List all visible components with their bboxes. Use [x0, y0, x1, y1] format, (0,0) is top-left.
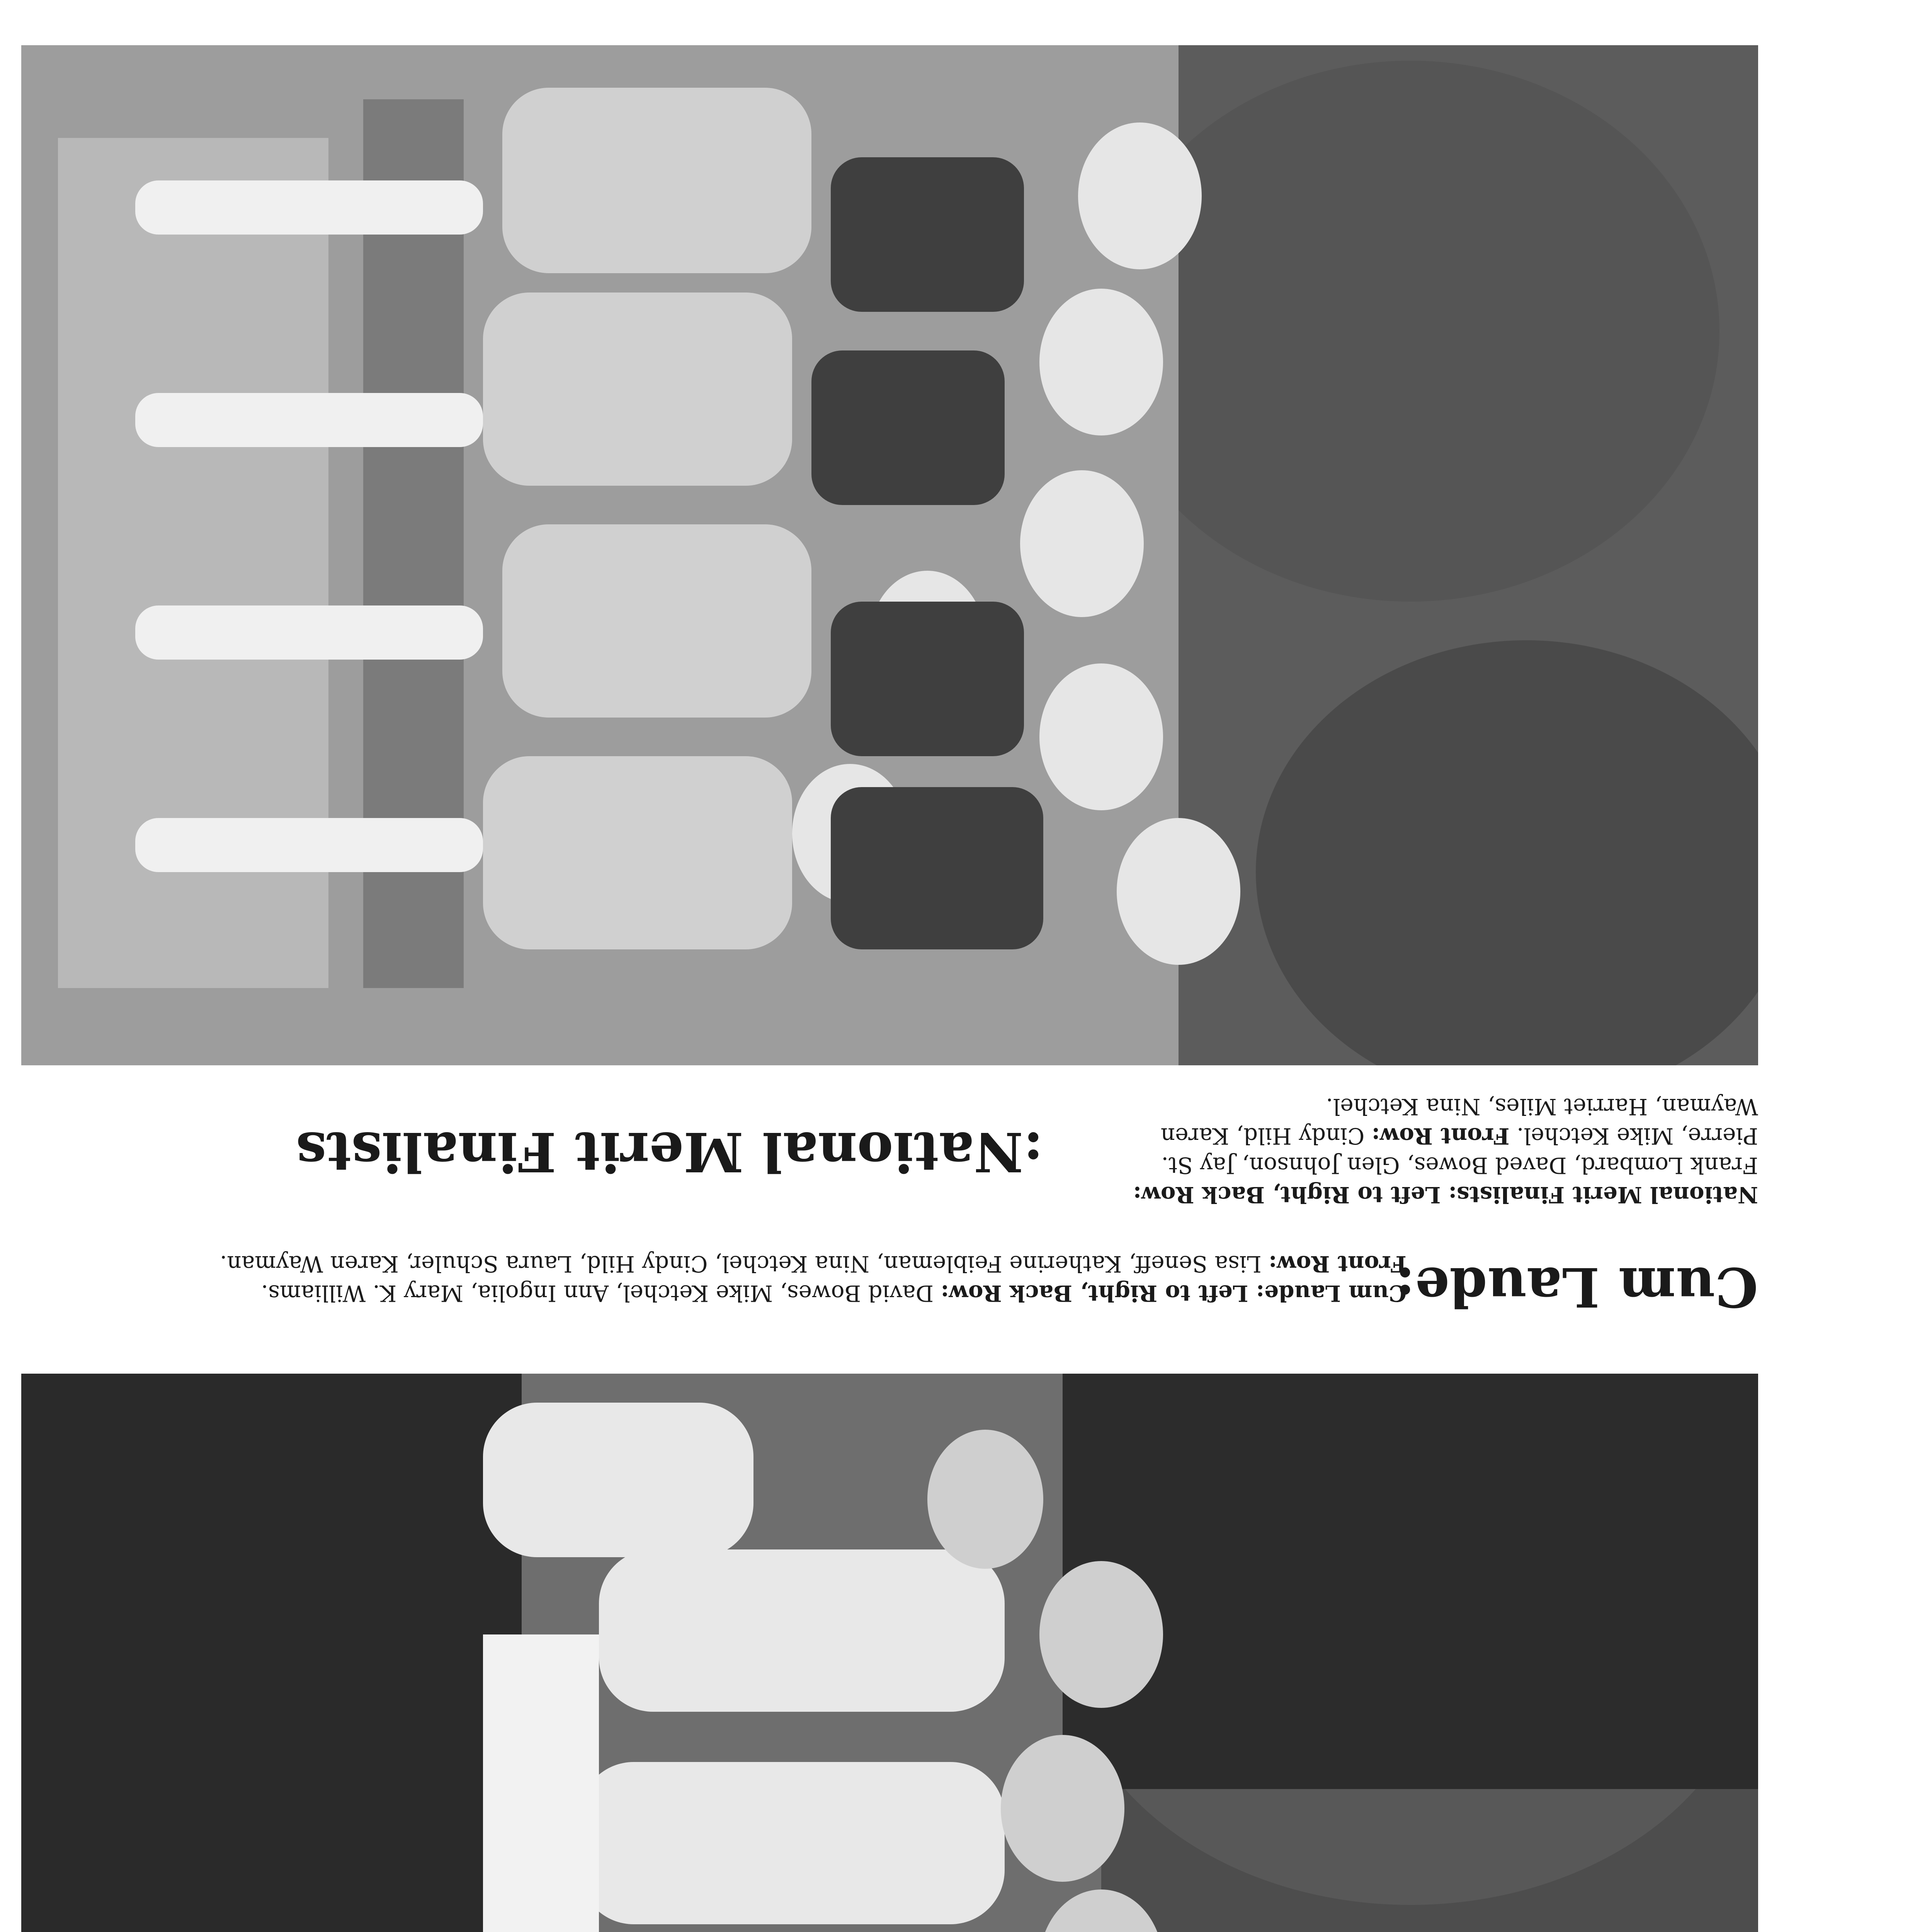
- national-merit-heading: :National Merit Finalists: [296, 1120, 1043, 1183]
- national-merit-caption-front-lead: Front Row:: [1371, 1123, 1510, 1149]
- cum-laude-caption-back-row: David Bowes, Mike Ketchel, Ann Ingolia, Mary K. Williams.: [261, 1280, 934, 1306]
- national-merit-group-photo: [21, 45, 1758, 1065]
- national-merit-caption: [1082, 1092, 1758, 1209]
- cum-laude-photo-drawing: [21, 1374, 1758, 1932]
- national-merit-caption-lead: National Merit Finalists: Left to Right, Back Row:: [1133, 1182, 1758, 1208]
- national-merit-photo-drawing: [21, 45, 1758, 1065]
- cum-laude-caption-lead: Cum Laude: Left to Right, Back Row:: [940, 1280, 1406, 1306]
- cum-laude-caption-front-row: Lisa Seneff, Katherine Feibleman, Nina Ketchel, Cindy Hild, Laura Schuler, Karen Wayman.: [219, 1251, 1262, 1277]
- national-merit-caption-front-row: Cindy Hild, Karen Wayman, Harriet Miles, Nina Ketchel.: [1160, 1094, 1758, 1149]
- cum-laude-caption-front-lead: Front Row:: [1269, 1251, 1406, 1277]
- national-merit-caption-back-row: Frank Lombard, Daved Bowes, Glen Johnson, Jay St. Pierre, Mike Ketchel.: [1161, 1123, 1758, 1179]
- cum-laude-caption: [209, 1249, 1406, 1308]
- cum-laude-heading: Cum Laude:: [1395, 1255, 1758, 1318]
- cum-laude-group-photo: [21, 1374, 1758, 1932]
